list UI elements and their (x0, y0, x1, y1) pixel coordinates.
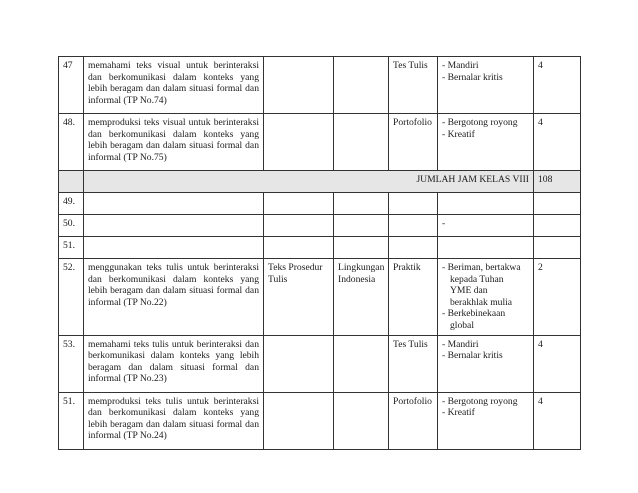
assessment-cell: Portofolio (389, 114, 438, 171)
profile-item: berakhlak mulia (450, 296, 513, 308)
assessment-cell: Tes Tulis (389, 57, 438, 114)
profile-item: - Bergotong royong (442, 117, 518, 128)
total-row (59, 171, 581, 193)
hours-cell: 2 (534, 259, 581, 336)
row-number: 52. (59, 259, 84, 336)
materi-cell (264, 335, 334, 392)
profile-cell (438, 392, 534, 449)
materi-cell (264, 392, 334, 449)
materi-cell (264, 114, 334, 171)
profile-cell: - (438, 215, 534, 237)
table-row (59, 392, 581, 449)
row-number: 51. (59, 237, 84, 259)
tema-cell (334, 335, 389, 392)
assessment-cell: Praktik (389, 259, 438, 336)
profile-item: - Kreatif (442, 128, 475, 140)
assessment-cell: Tes Tulis (389, 335, 438, 392)
profile-cell (438, 259, 534, 336)
profile-item: - Bergotong royong (442, 395, 518, 407)
profile-item: - Berkebinekaan (442, 308, 506, 320)
table-row (59, 57, 581, 114)
table-row (59, 114, 581, 171)
table-row (59, 237, 581, 259)
hours-cell: 4 (534, 57, 581, 114)
table-row (59, 215, 581, 237)
assessment-cell: Portofolio (389, 392, 438, 449)
profile-item: YME dan (450, 285, 488, 297)
profile-item: kepada Tuhan (450, 273, 504, 285)
tema-cell (334, 57, 389, 114)
table-row (59, 335, 581, 392)
profile-cell (438, 193, 534, 215)
table-row (59, 259, 581, 336)
profile-item: - Mandiri (442, 338, 479, 350)
row-number: 50. (59, 215, 84, 237)
profile-item: - Kreatif (442, 407, 475, 419)
learning-objective: memahami teks tulis untuk berinteraksi dan berkomunikasi dalam konteks yang lebih beragam dan dalam situasi formal dan informal (TP No.23) (84, 335, 264, 392)
profile-cell (438, 57, 534, 114)
learning-objective: memproduksi teks visual untuk berinteraksi dan berkomunikasi dalam konteks yang lebih beragam dan dalam situasi formal dan informal (TP No.75) (84, 114, 264, 171)
tema-cell (334, 392, 389, 449)
profile-item: global (450, 319, 474, 331)
materi-cell: Teks Prosedur Tulis (264, 259, 334, 336)
row-number: 49. (59, 193, 84, 215)
profile-item: - Mandiri (442, 60, 479, 71)
materi-cell (264, 57, 334, 114)
hours-cell: 4 (534, 114, 581, 171)
row-number: 51. (59, 392, 84, 449)
tema-cell: Lingkungan Indonesia (334, 259, 389, 336)
total-value: 108 (534, 171, 581, 193)
curriculum-table (58, 56, 581, 450)
learning-objective: memproduksi teks tulis untuk berinteraksi dan berkomunikasi dalam konteks yang lebih beragam dan dalam situasi formal dan informal (TP No.24) (84, 392, 264, 449)
row-number: 47 (59, 57, 84, 114)
total-label: JUMLAH JAM KELAS VIII (84, 171, 534, 193)
profile-cell (438, 114, 534, 171)
row-number: 53. (59, 335, 84, 392)
hours-cell: 4 (534, 392, 581, 449)
learning-objective: menggunakan teks tulis untuk berinteraksi dan berkomunikasi dalam konteks yang lebih beragam dan dalam situasi formal dan informal (TP No.22) (84, 259, 264, 336)
profile-cell (438, 335, 534, 392)
hours-cell: 4 (534, 335, 581, 392)
table-row (59, 193, 581, 215)
tema-cell (334, 114, 389, 171)
profile-item: - Bernalar kritis (442, 71, 503, 83)
learning-objective: memahami teks visual untuk berinteraksi dan berkomunikasi dalam konteks yang lebih beragam dan dalam situasi formal dan informal (TP No.74) (84, 57, 264, 114)
row-number: 48. (59, 114, 84, 171)
profile-item: - Beriman, bertakwa (442, 262, 521, 273)
profile-item: - Bernalar kritis (442, 350, 503, 362)
profile-cell (438, 237, 534, 259)
